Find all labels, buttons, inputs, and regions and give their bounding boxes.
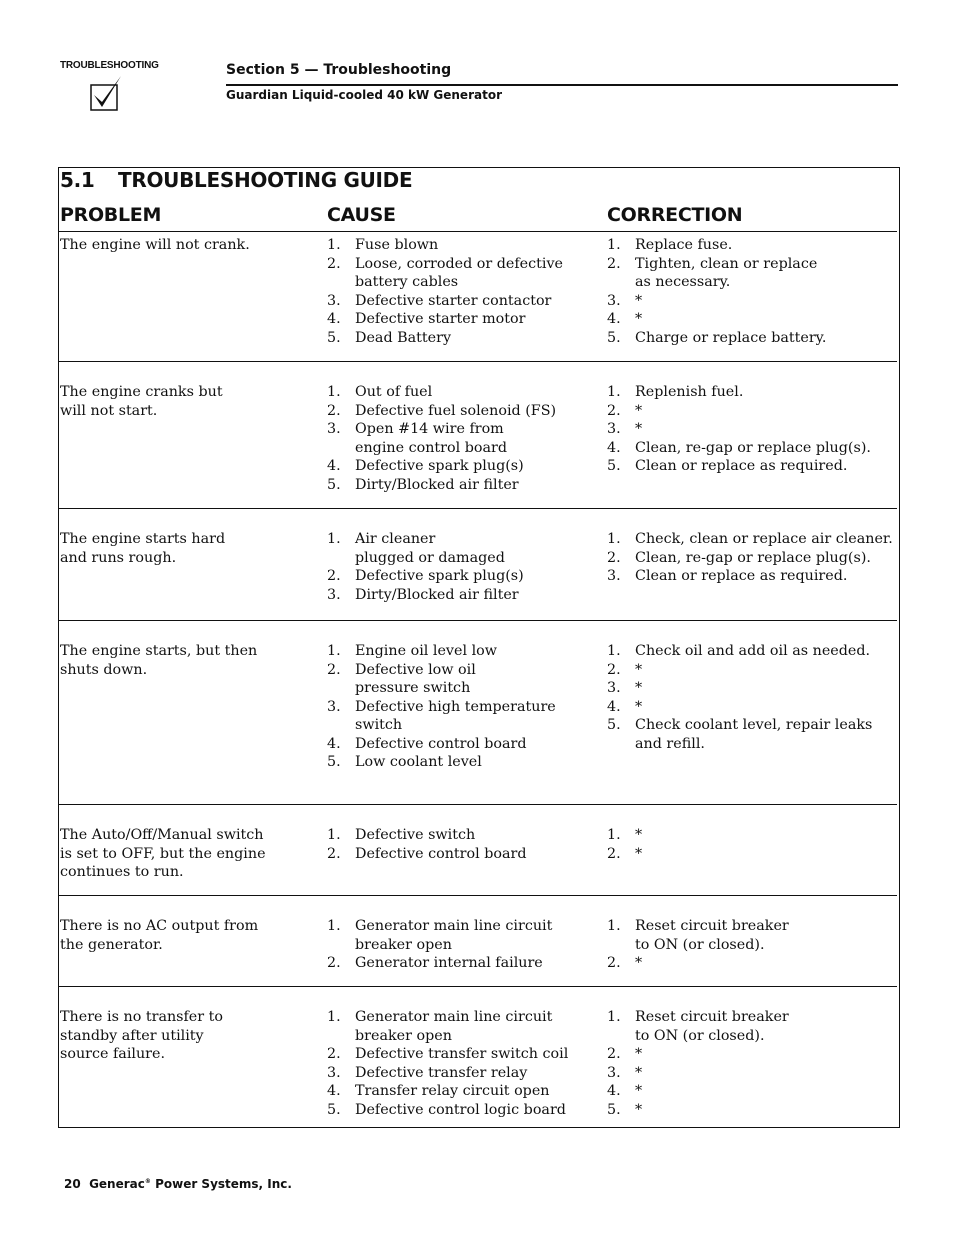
company-suffix: Power Systems, Inc. <box>155 1177 292 1191</box>
cause-number: 2. <box>327 568 341 584</box>
cause-item <box>327 383 597 402</box>
cause-number: 5. <box>327 476 341 493</box>
cause-text: Defective transfer relay <box>355 1064 528 1081</box>
correction-number: 1. <box>607 1009 621 1025</box>
page-footer <box>64 1177 292 1191</box>
cause-item <box>327 826 597 845</box>
cause-list <box>327 530 597 604</box>
correction-text: * <box>635 421 643 437</box>
correction-text: Charge or replace battery. <box>635 329 827 346</box>
cause-number: 2. <box>327 955 341 971</box>
column-header-cause: CAUSE <box>327 204 396 226</box>
registered-mark: ® <box>144 1178 151 1185</box>
document-subtitle: Guardian Liquid-cooled 40 kW Generator <box>226 88 502 102</box>
row-divider <box>59 804 897 805</box>
checkmark-box-icon <box>90 75 122 111</box>
correction-item <box>607 549 897 568</box>
troubleshooting-guide-table <box>58 167 900 1128</box>
cause-text: Loose, corroded or defective battery cables <box>355 255 564 290</box>
correction-text: Replenish fuel. <box>635 384 744 400</box>
cause-item <box>327 236 597 255</box>
cause-text: Defective control board <box>355 735 527 752</box>
cause-number: 3. <box>327 292 341 309</box>
correction-text: Clean, re-gap or replace plug(s). <box>635 439 871 456</box>
cause-text: Generator main line circuit breaker open <box>355 918 553 953</box>
row-divider <box>59 361 897 362</box>
correction-number: 3. <box>607 292 621 309</box>
page-number: 20 <box>64 1177 81 1191</box>
correction-text: * <box>635 402 643 419</box>
cause-item <box>327 329 597 348</box>
correction-item <box>607 255 897 292</box>
problem-text: There is no AC output from the generator. <box>60 918 259 953</box>
column-header-correction: CORRECTION <box>607 204 743 226</box>
correction-list <box>607 236 897 347</box>
cause-text: Dirty/Blocked air filter <box>355 586 519 603</box>
correction-list <box>607 1008 897 1119</box>
cause-text: Dirty/Blocked air filter <box>355 476 519 493</box>
correction-text: * <box>635 292 643 309</box>
correction-number: 2. <box>607 402 621 419</box>
correction-number: 3. <box>607 421 621 437</box>
correction-item <box>607 716 897 753</box>
correction-number: 2. <box>607 845 621 862</box>
correction-text: * <box>635 955 643 971</box>
cause-number: 4. <box>327 1083 341 1099</box>
cause-number: 2. <box>327 255 341 272</box>
problem-text: The engine starts, but then shuts down. <box>60 643 258 678</box>
cause-number: 3. <box>327 421 341 437</box>
cause-item <box>327 586 597 605</box>
cause-number: 4. <box>327 311 341 327</box>
correction-number: 5. <box>607 329 621 346</box>
correction-list <box>607 642 897 753</box>
cause-number: 4. <box>327 735 341 752</box>
cause-number: 1. <box>327 918 341 934</box>
correction-number: 4. <box>607 1083 621 1099</box>
cause-item <box>327 735 597 754</box>
cause-text: Low coolant level <box>355 754 482 770</box>
cause-text: Air cleaner plugged or damaged <box>355 531 505 566</box>
correction-text: Replace fuse. <box>635 237 733 253</box>
correction-text: Clean or replace as required. <box>635 568 848 584</box>
cause-item <box>327 255 597 292</box>
correction-item <box>607 917 897 954</box>
guide-number: 5.1 <box>60 168 95 192</box>
company-name: Generac <box>89 1177 145 1191</box>
cause-item <box>327 642 597 661</box>
cause-number: 1. <box>327 384 341 400</box>
cause-text: Defective fuel solenoid (FS) <box>355 402 557 419</box>
cause-list <box>327 917 597 973</box>
cause-text: Defective transfer switch coil <box>355 1046 569 1062</box>
cause-list <box>327 1008 597 1119</box>
guide-title-text: TROUBLESHOOTING GUIDE <box>118 168 413 192</box>
correction-text: Tighten, clean or replace as necessary. <box>635 255 818 290</box>
correction-item <box>607 530 897 549</box>
correction-item <box>607 457 897 476</box>
cause-item <box>327 1064 597 1083</box>
cause-number: 2. <box>327 845 341 862</box>
cause-item <box>327 1008 597 1045</box>
cause-item <box>327 310 597 329</box>
cause-item <box>327 420 597 457</box>
correction-number: 4. <box>607 439 621 456</box>
cause-number: 2. <box>327 1046 341 1062</box>
cause-item <box>327 917 597 954</box>
cause-number: 5. <box>327 754 341 770</box>
cause-number: 4. <box>327 458 341 474</box>
correction-item <box>607 292 897 311</box>
correction-item <box>607 845 897 864</box>
correction-item <box>607 567 897 586</box>
correction-number: 5. <box>607 1101 621 1118</box>
correction-number: 2. <box>607 1046 621 1062</box>
cause-text: Defective control logic board <box>355 1101 566 1118</box>
problem-text: The Auto/Off/Manual switch is set to OFF, but the engine continues to run. <box>60 827 266 880</box>
cause-item <box>327 1101 597 1120</box>
correction-number: 2. <box>607 955 621 971</box>
cause-number: 1. <box>327 237 341 253</box>
correction-item <box>607 1101 897 1120</box>
cause-text: Defective control board <box>355 845 527 862</box>
cause-item <box>327 698 597 735</box>
cause-item <box>327 476 597 495</box>
correction-item <box>607 679 897 698</box>
correction-text: * <box>635 1064 643 1081</box>
correction-text: Check, clean or replace air cleaner. <box>635 531 893 547</box>
cause-list <box>327 642 597 772</box>
correction-number: 4. <box>607 698 621 715</box>
correction-item <box>607 642 897 661</box>
problem-text: The engine cranks but will not start. <box>60 384 223 419</box>
correction-number: 5. <box>607 717 621 733</box>
cause-text: Out of fuel <box>355 384 433 400</box>
section-tag: TROUBLESHOOTING <box>60 60 159 71</box>
cause-list <box>327 236 597 347</box>
cause-item <box>327 845 597 864</box>
correction-item <box>607 383 897 402</box>
cause-text: Dead Battery <box>355 329 452 346</box>
problem-text: The engine will not crank. <box>60 237 250 253</box>
correction-text: Check coolant level, repair leaks and refill. <box>635 717 873 752</box>
correction-text: * <box>635 698 643 715</box>
correction-text: Clean or replace as required. <box>635 458 848 474</box>
correction-list <box>607 917 897 973</box>
correction-item <box>607 661 897 680</box>
correction-number: 4. <box>607 311 621 327</box>
correction-number: 3. <box>607 568 621 584</box>
row-divider <box>59 508 897 509</box>
cause-number: 2. <box>327 661 341 678</box>
correction-number: 1. <box>607 918 621 934</box>
correction-number: 2. <box>607 549 621 566</box>
correction-list <box>607 383 897 476</box>
cause-text: Engine oil level low <box>355 643 497 659</box>
correction-number: 2. <box>607 661 621 678</box>
correction-item <box>607 954 897 973</box>
correction-text: * <box>635 680 643 696</box>
correction-list <box>607 826 897 863</box>
cause-item <box>327 567 597 586</box>
cause-item <box>327 530 597 567</box>
row-divider <box>59 620 897 621</box>
correction-item <box>607 329 897 348</box>
section-title: Section 5 — Troubleshooting <box>226 62 452 78</box>
cause-text: Defective spark plug(s) <box>355 458 524 474</box>
cause-number: 1. <box>327 531 341 547</box>
cause-item <box>327 753 597 772</box>
correction-number: 5. <box>607 458 621 474</box>
cause-item <box>327 954 597 973</box>
cause-text: Open #14 wire from engine control board <box>355 421 508 456</box>
cause-number: 3. <box>327 1064 341 1081</box>
correction-text: * <box>635 1083 643 1099</box>
row-divider <box>59 895 897 896</box>
header-divider <box>59 231 897 232</box>
cause-text: Generator internal failure <box>355 955 543 971</box>
correction-item <box>607 826 897 845</box>
correction-text: Reset circuit breaker to ON (or closed). <box>635 1009 789 1044</box>
guide-title <box>60 168 412 192</box>
cause-item <box>327 292 597 311</box>
correction-text: Check oil and add oil as needed. <box>635 643 871 659</box>
correction-text: Clean, re-gap or replace plug(s). <box>635 549 871 566</box>
correction-number: 3. <box>607 1064 621 1081</box>
correction-item <box>607 1045 897 1064</box>
correction-item <box>607 698 897 717</box>
cause-number: 5. <box>327 1101 341 1118</box>
cause-list <box>327 383 597 494</box>
correction-list <box>607 530 897 586</box>
cause-item <box>327 1082 597 1101</box>
correction-text: Reset circuit breaker to ON (or closed). <box>635 918 789 953</box>
cause-text: Fuse blown <box>355 237 439 253</box>
cause-number: 1. <box>327 643 341 659</box>
problem-text: The engine starts hard and runs rough. <box>60 531 226 566</box>
correction-number: 1. <box>607 827 621 843</box>
cause-number: 3. <box>327 698 341 715</box>
cause-number: 5. <box>327 329 341 346</box>
header-rule <box>226 84 898 86</box>
correction-number: 2. <box>607 255 621 272</box>
correction-text: * <box>635 1101 643 1118</box>
correction-number: 1. <box>607 237 621 253</box>
correction-item <box>607 1008 897 1045</box>
correction-item <box>607 439 897 458</box>
cause-list <box>327 826 597 863</box>
cause-text: Defective starter contactor <box>355 292 552 309</box>
cause-item <box>327 457 597 476</box>
cause-text: Defective low oil pressure switch <box>355 661 476 696</box>
cause-text: Defective high temperature switch <box>355 698 556 733</box>
cause-item <box>327 402 597 421</box>
cause-number: 1. <box>327 827 341 843</box>
cause-text: Defective switch <box>355 827 476 843</box>
correction-number: 1. <box>607 531 621 547</box>
correction-item <box>607 420 897 439</box>
row-divider <box>59 986 897 987</box>
correction-number: 3. <box>607 680 621 696</box>
correction-text: * <box>635 845 643 862</box>
cause-text: Defective spark plug(s) <box>355 568 524 584</box>
correction-item <box>607 1064 897 1083</box>
cause-number: 1. <box>327 1009 341 1025</box>
correction-number: 1. <box>607 643 621 659</box>
correction-item <box>607 236 897 255</box>
problem-text: There is no transfer to standby after utility source failure. <box>60 1009 223 1062</box>
correction-item <box>607 310 897 329</box>
correction-text: * <box>635 311 643 327</box>
correction-item <box>607 402 897 421</box>
correction-text: * <box>635 661 643 678</box>
correction-item <box>607 1082 897 1101</box>
correction-number: 1. <box>607 384 621 400</box>
cause-text: Transfer relay circuit open <box>355 1083 550 1099</box>
cause-text: Defective starter motor <box>355 311 526 327</box>
correction-text: * <box>635 1046 643 1062</box>
correction-text: * <box>635 827 643 843</box>
cause-item <box>327 1045 597 1064</box>
cause-text: Generator main line circuit breaker open <box>355 1009 553 1044</box>
column-header-problem: PROBLEM <box>60 204 162 226</box>
cause-number: 2. <box>327 402 341 419</box>
cause-number: 3. <box>327 586 341 603</box>
cause-item <box>327 661 597 698</box>
